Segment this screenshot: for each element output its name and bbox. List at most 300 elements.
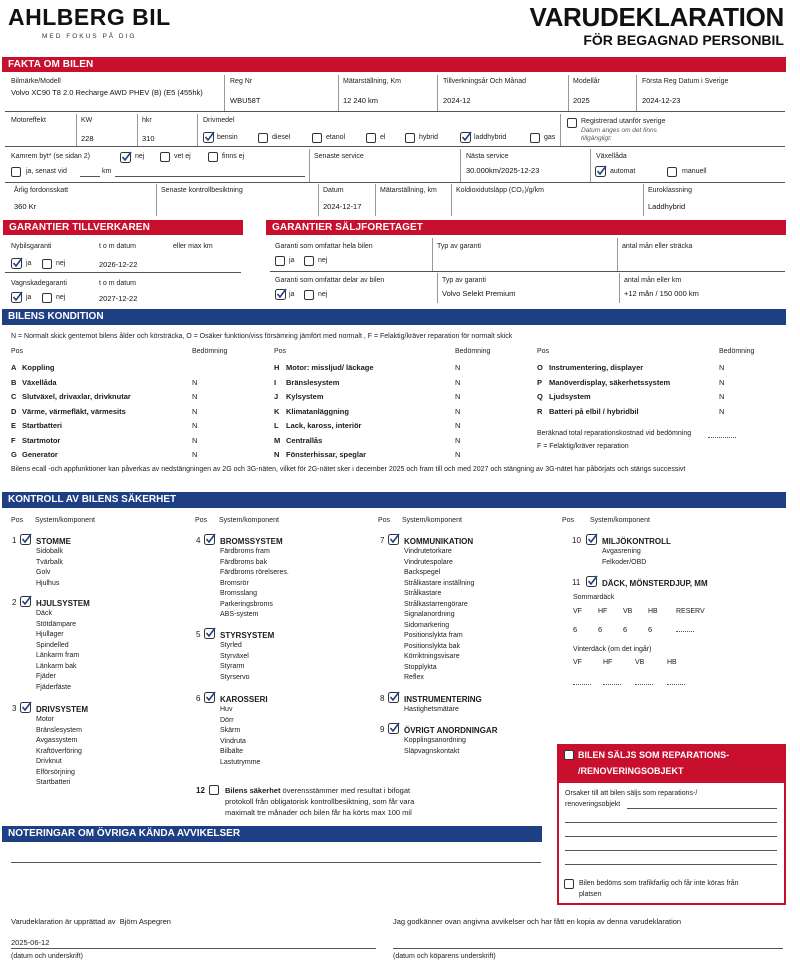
sak-12-checkbox[interactable] [209,785,219,795]
vagnskada-tom-label: t o m datum [99,280,136,287]
sak-group-1-checkbox[interactable] [20,533,32,545]
drivmedel-5-checkbox[interactable] [460,131,472,143]
drivmedel-option-label: el [380,134,386,141]
sak-item: Startbatteri [36,779,71,786]
kw-value: 228 [81,134,94,143]
sak-item: Släpvagnskontakt [404,747,460,755]
beraknad-line [708,437,736,438]
tire-col-winter: VB [635,659,645,666]
kond-value: N [719,363,725,372]
divider [309,149,310,182]
sak-group-num: 1 [12,536,17,545]
kond-pos: H [274,363,280,372]
kond-item: Generator [22,450,58,459]
sak-item: Sidobalk [36,548,63,555]
beraknad-label: Beräknad total reparationskostnad vid bedömning [537,430,692,437]
vinterdack-label: Vinterdäck (om det ingår) [573,646,652,653]
delar-nej-checkbox[interactable] [304,290,314,300]
sak-item: Bromsslang [220,590,257,597]
sak-item: Vindrutespolare [404,558,453,566]
reparation-title-2: /RENOVERINGSOBJEKT [578,766,684,776]
fordonsskatt-label: Årlig fordonsskatt [14,187,69,194]
drivmedel-option-label: gas [544,134,556,141]
ecall-note: Bilens ecall -och appfunktioner kan påverkas av nedstängningen av 2G och 3G-näten, vilket för 2G-nätet sker i december 2025 och fram till och med 2027 och stängning av 3G-nätet har påbörjats och stängs successivt [11,466,686,473]
drivmedel-label: Drivmedel [203,117,235,124]
kond-pos: G [11,450,17,459]
sak-item: Hjulhus [36,579,60,587]
vagnskada-ja-checkbox[interactable] [11,291,23,303]
kond-value: N [192,435,198,445]
sak-12-text-3: maximalt tre månader och bilen får ha körts max 100 mil [225,808,412,817]
sak-group-title: HJULSYSTEM [36,599,90,608]
bilmarke-value: Volvo XC90 T8 2.0 Recharge AWD PHEV (B) (E5 (455hk) [11,88,203,97]
kond-pos: L [274,421,279,430]
row-divider [270,271,785,272]
modellar-value: 2025 [573,96,590,105]
tire-value-summer: 6 [573,625,578,634]
sak-group-title: DRIVSYSTEM [36,705,89,714]
matar2-label: Mätarställning, km [380,187,437,194]
kond-value: N [192,421,198,430]
divider [137,114,138,146]
hela-nej-label: nej [318,257,328,264]
antal2-label: antal mån eller km [624,277,682,284]
sak-group-title: STYRSYSTEM [220,631,275,640]
drivmedel-0-checkbox[interactable] [203,131,215,143]
kond-item: Motor: missljud/ läckage [286,363,374,372]
kond-pos: A [11,363,17,372]
row-divider [5,272,241,273]
hela-ja-label: ja [289,257,295,264]
divider [617,238,618,271]
sak-item: Körriktningsvisare [404,653,460,660]
kond-pos: C [11,392,17,401]
nybil-ja-label: ja [26,260,32,267]
sak-group-num: 7 [380,536,385,545]
tillv-label: Tillverkningsår Och Månad [443,78,526,85]
divider [432,238,433,271]
sak-group-11-checkbox[interactable] [586,575,598,587]
kond-bedom-label-3: Bedömning [719,348,755,355]
sak-group-4-checkbox[interactable] [204,533,216,545]
kond-pos-label-2: Pos [274,348,287,355]
kond-value: N [719,406,725,416]
kond-value: N [719,392,725,401]
matar-label: Mätarställning, Km [343,78,401,85]
typ-label: Typ av garanti [437,243,481,250]
drivmedel-6-checkbox[interactable] [530,133,540,143]
divider [156,184,157,216]
kond-item: Slutväxel, drivaxlar, drivknutar [22,392,131,401]
upprattad-text: Varudeklaration är upprättad av [11,917,116,926]
tire-value-summer: 6 [623,625,628,634]
sak-item: Spindelled [36,641,69,649]
kamrem-ja-checkbox[interactable] [11,167,21,177]
sak-12-text-a: överensstämmer med resultat i bifogat [282,786,411,795]
sak-item: Felkoder/OBD [602,558,647,566]
buyer-signature-line[interactable] [393,948,783,949]
tire-col-summer: HF [598,608,608,615]
kond-pos: J [274,392,279,401]
sak-pos-1: Pos [11,517,24,524]
fordonsskatt-value: 360 Kr [14,202,37,211]
kond-value: N [192,377,198,387]
kond-pos: M [274,435,281,445]
divider [318,184,319,216]
kond-value: N [192,392,198,401]
row-divider [5,111,785,112]
tillv-value: 2024-12 [443,96,471,105]
sak-item: Parkeringsbroms [220,600,273,608]
matar-value: 12 240 km [343,96,379,105]
tire-reserv-line [676,631,694,632]
sak-sys-3: System/komponent [402,517,462,524]
sak-pos-3: Pos [378,517,391,524]
drivmedel-option-label: bensin [217,134,238,141]
section-garantier-salj: GARANTIER SÄLJFORETAGET [266,220,786,235]
vaxellada-manuell-checkbox[interactable] [667,167,677,177]
divider [76,114,77,146]
vagnskada-ja-label: ja [26,294,32,301]
sak-item: Kraftöverföring [36,747,82,755]
sak-group-num: 10 [572,536,581,545]
sak-item: Strålkastare inställning [404,579,475,587]
sak-item: Drivknut [36,758,62,765]
sak-item: Huv [220,706,233,713]
f-note: F = Felaktig/kräver reparation [537,443,629,450]
logo: AHLBERG BIL [8,4,171,30]
nybil-max-label: eller max km [173,243,213,250]
reparation-checkbox[interactable] [564,750,574,760]
drivmedel-option-label: diesel [272,134,291,141]
divider [590,149,591,182]
kond-bedom-label-2: Bedömning [455,348,491,355]
tire-winter-line [667,684,685,685]
drivmedel-3-checkbox[interactable] [366,133,376,143]
divider [643,184,644,216]
sak-item: Styrservo [220,673,250,681]
sak-group-num: 8 [380,694,385,703]
section-noteringar: NOTERINGAR OM ÖVRIGA KÄNDA AVVIKELSER [2,826,542,842]
sak-group-num: 6 [196,694,201,703]
sak-item: Reflex [404,674,424,681]
kond-item: Fönsterhissar, speglar [286,450,367,459]
kond-pos-label-3: Pos [537,348,550,355]
kond-item: Instrumentering, displayer [549,363,644,372]
tire-value-summer: 6 [598,625,603,634]
hkr-value: 310 [142,134,155,143]
doc-subtitle: FÖR BEGAGNAD PERSONBIL [583,32,784,48]
kamrem-nej-checkbox[interactable] [120,151,132,163]
sak-item: Avgasrening [602,548,641,555]
upprattad-label [11,917,171,926]
tire-winter-line [635,684,653,685]
kond-item: Startmotor [22,435,61,445]
orsaker-line-2 [565,822,777,823]
sak-group-3-checkbox[interactable] [20,701,32,713]
divider [197,114,198,146]
sak-item: Sidomarkering [404,621,450,629]
kond-pos-label-1: Pos [11,348,24,355]
sak-12-num: 12 [196,786,205,795]
tire-col-summer: HB [648,608,658,615]
kamrem-nej-label: nej [135,153,145,160]
kond-value: N [455,392,461,401]
kond-pos: K [274,406,280,416]
doc-title: VARUDEKLARATION [529,2,784,32]
typ2-label: Typ av garanti [442,277,486,284]
nybil-date: 2026-12-22 [99,260,138,269]
kond-pos: Q [537,392,543,401]
vaxellada-manuell-label: manuell [682,168,707,175]
sak-item: Tvärbalk [36,558,63,566]
sak-item: Backspegel [404,569,441,576]
trafikfarlig-2: platsen [579,891,602,898]
sak-group-9-checkbox[interactable] [388,722,400,734]
sak-item: Fjäderfäste [36,683,72,691]
nybil-ja-checkbox[interactable] [11,257,23,269]
delar-ja-label: ja [289,291,295,298]
sak-group-num: 11 [572,578,581,587]
tire-col-summer: RESERV [676,608,705,615]
kond-value: N [455,406,461,416]
sak-group-num: 5 [196,630,201,639]
sak-group-title: ÖVRIGT ANORDNINGAR [404,726,498,735]
sak-group-title: KOMMUNIKATION [404,537,474,546]
drivmedel-option-label: laddhybrid [474,134,507,141]
kond-item: Koppling [22,363,55,372]
kamrem-ja-label: ja, senast vid [26,168,67,175]
trafikfarlig-checkbox[interactable] [564,879,574,889]
kond-item: Startbatteri [22,421,63,430]
kond-pos: F [11,435,16,445]
delar-label: Garanti som omfattar delar av bilen [275,277,385,284]
tire-col-winter: HB [667,659,677,666]
sak-item: Bilbälte [220,748,243,755]
kond-pos: E [11,421,17,430]
kamrem-finnsej-label: finns ej [222,153,245,160]
sak-group-7-checkbox[interactable] [388,533,400,545]
kw-label: KW [81,117,93,124]
sak-item: Elförsörjning [36,768,75,776]
orsaker-line-4 [565,850,777,851]
sak-group-5-checkbox[interactable] [204,627,216,639]
divider [338,75,339,111]
sak-item: Dörr [220,716,234,724]
orsaker-2: renoveringsobjekt [565,801,621,808]
kond-value: N [192,406,198,416]
sak-item: Stopplykta [404,663,437,671]
tire-col-winter: HF [603,659,613,666]
sak-item: Stötdämpare [36,620,77,628]
vaxellada-automat-checkbox[interactable] [595,165,607,177]
drivmedel-4-checkbox[interactable] [405,133,415,143]
sak-sys-4: System/komponent [590,517,650,524]
kond-item: Lack, kaross, interiör [286,421,362,430]
kond-pos: N [274,450,280,459]
upprattad-value: Björn Aspegren [119,917,171,926]
sak-item: Vindruta [220,737,246,745]
regnr-label: Reg Nr [230,78,253,85]
kond-pos: O [537,363,543,372]
regnr-value: WBU58T [230,96,261,105]
divider [460,149,461,182]
kamrem-vetej-checkbox[interactable] [160,152,170,162]
kond-value: N [719,377,725,387]
kond-item: Ljudsystem [549,392,591,401]
delar-ja-checkbox[interactable] [275,288,287,300]
sak-item: Vindrutetorkare [404,548,452,555]
senaste-service-label: Senaste service [314,153,364,160]
kond-bedom-label-1: Bedömning [192,348,228,355]
kamrem-finnsej-checkbox[interactable] [208,152,218,162]
modellar-label: Modellår [573,78,600,85]
tire-value-summer: 6 [648,625,653,634]
sak-item: Bromsrör [220,579,249,587]
sak-12-text-2: protokoll från obligatorisk kontrollbesiktning, som får vara [225,797,415,806]
sak-item: Färdbroms rörelseres. [220,569,289,576]
nybil-label: Nybilsgaranti [11,243,52,250]
drivmedel-1-checkbox[interactable] [258,133,268,143]
sak-item: Avgassystem [36,737,78,744]
section-sakerhet: KONTROLL AV BILENS SÄKERHET [2,492,786,508]
trafikfarlig-1: Bilen bedöms som trafikfarlig och får inte köras från [579,880,739,887]
nasta-service-value: 30.000km/2025-12-23 [466,166,540,175]
sak-group-8-checkbox[interactable] [388,691,400,703]
hela-ja-checkbox[interactable] [275,256,285,266]
orsaker-line-3 [565,836,777,837]
nybil-tom-label: t o m datum [99,243,136,250]
sak-item: Länkarm fram [36,652,80,659]
motoreffekt-label: Motoreffekt [11,117,46,124]
kond-pos: I [274,377,277,387]
datum-value: 2024-12-17 [323,202,362,211]
forstareg-label: Första Reg Datum i Sverige [642,78,729,85]
divider [437,273,438,303]
kond-item: Växellåda [22,377,57,387]
forstareg-value: 2024-12-23 [642,96,681,105]
seller-sign-label: (datum och underskrift) [11,953,83,960]
sommardack-label: Sommardäck [573,594,615,601]
sak-group-title: STOMME [36,537,71,546]
divider [636,75,637,111]
kond-pos: R [537,406,543,416]
reparation-title-1: BILEN SÄLJS SOM REPARATIONS- [578,750,730,760]
divider [619,273,620,303]
euro-value: Laddhybrid [648,202,686,211]
hela-nej-checkbox[interactable] [304,256,314,266]
sak-12-text-1 [225,786,410,795]
vagnskada-date: 2027-12-22 [99,294,138,303]
sak-sys-1: System/komponent [35,517,95,524]
sak-item: Styrarm [220,663,245,670]
divider [568,75,569,111]
antal-label: antal mån eller sträcka [622,243,693,250]
sak-group-2-checkbox[interactable] [20,595,32,607]
sak-item: Styrväxel [220,652,249,660]
kond-item: Bränslesystem [286,377,340,387]
section-kondition: BILENS KONDITION [2,309,786,325]
nybil-nej-label: nej [56,260,66,267]
row-divider [5,182,785,183]
sak-group-10-checkbox[interactable] [586,533,598,545]
vagnskada-nej-label: nej [56,294,66,301]
divider [375,184,376,216]
sak-item: Länkarm bak [36,662,77,670]
kond-item: Batteri på elbil / hybridbil [549,406,639,416]
section-fakta: FAKTA OM BILEN [2,57,786,72]
kond-item: Kylsystem [286,392,324,401]
typ2-value: Volvo Selekt Premium [442,289,516,298]
sak-group-title: BROMSSYSTEM [220,537,283,546]
sak-pos-2: Pos [195,517,208,524]
sak-item: Motor [36,716,54,723]
nasta-service-label: Nästa service [466,153,509,160]
sak-item: Kopplingsanordning [404,737,466,744]
sak-item: ABS-system [220,611,259,618]
kamrem-km-line [80,176,100,177]
hela-label: Garanti som omfattar hela bilen [275,243,373,250]
sak-item: Styrled [220,642,242,649]
logo-tagline: MED FOKUS PÅ DIG [42,33,137,40]
row-divider [5,146,785,147]
vagnskada-nej-checkbox[interactable] [42,293,52,303]
sak-group-num: 3 [12,704,17,713]
tire-col-summer: VB [623,608,633,615]
registrerad-checkbox[interactable] [567,118,577,128]
noteringar-line[interactable] [11,862,541,863]
sak-item: Färdbroms bak [220,558,268,566]
sak-item: Lastutrymme [220,758,261,766]
kond-pos: D [11,406,17,416]
sak-item: Positionslykta fram [404,632,463,639]
sak-item: Positionslykta bak [404,642,461,650]
nybil-nej-checkbox[interactable] [42,259,52,269]
kond-pos: P [537,377,543,387]
sak-group-6-checkbox[interactable] [204,691,216,703]
kond-item: Centrallås [286,435,323,445]
kond-value: N [455,450,461,459]
kond-value: N [455,363,461,372]
footer-date: 2025-06-12 [11,938,50,947]
antal2-value: +12 mån / 150 000 km [624,289,699,298]
tire-col-summer: VF [573,608,582,615]
vaxellada-automat-label: automat [610,168,636,175]
sak-item: Färdbroms fram [220,548,270,555]
sak-pos-4: Pos [562,517,575,524]
kond-value: N [455,421,461,430]
sak-group-num: 2 [12,598,17,607]
kond-pos: B [11,377,17,387]
delar-nej-label: nej [318,291,328,298]
sak-item: Bränslesystem [36,726,82,734]
section-garantier-tillverkaren: GARANTIER TILLVERKAREN [3,220,243,235]
euro-label: Euroklassning [648,187,692,194]
kamrem-line [115,176,305,177]
kondition-legend: N = Normalt skick gentemot bilens ålder och körsträcka, O = Osäker funktion/viss försämring jämfört med normalt , F = Felaktig/kräver reparation för normalt skick [11,333,513,340]
datum-label: Datum [323,187,344,194]
koldioxid-label: Koldioxidutsläpp (CO₂)/g/km [456,187,544,194]
kond-item: Värme, värmefläkt, värmesits [22,406,126,416]
kond-item: Manöverdisplay, säkerhetssystem [549,377,671,387]
drivmedel-2-checkbox[interactable] [312,133,322,143]
seller-signature-line[interactable] [11,948,376,949]
sak-group-num: 9 [380,725,385,734]
sak-item: Skärm [220,727,241,734]
buyer-sign-label: (datum och köparens underskrift) [393,953,496,960]
bilmarke-label: Bilmärke/Modell [11,78,61,85]
drivmedel-option-label: etanol [326,134,346,141]
